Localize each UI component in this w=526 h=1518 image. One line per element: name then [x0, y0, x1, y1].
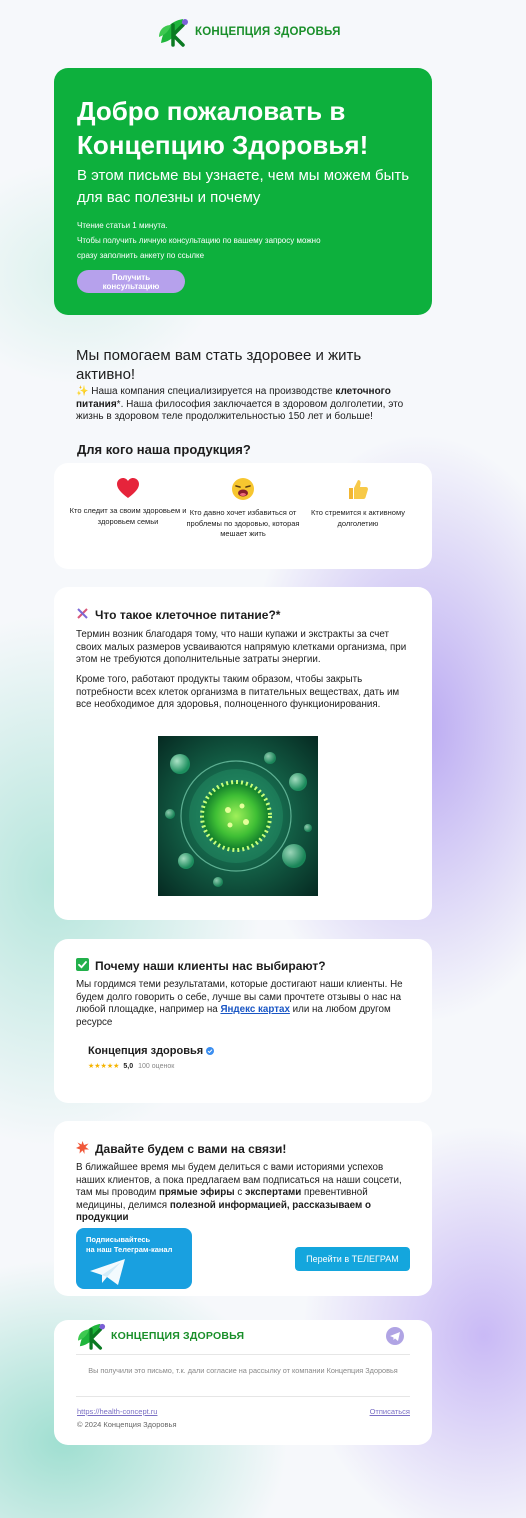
hero-banner	[54, 68, 432, 315]
footer-divider	[76, 1354, 410, 1355]
telegram-banner[interactable]	[76, 1228, 192, 1289]
intro-title: Мы помогаем вам стать здоровее и жить активно!	[76, 347, 362, 383]
hero-read-time: Чтение статьи 1 минута.	[77, 221, 168, 230]
org-name[interactable]: Концепция здоровья	[88, 1045, 214, 1057]
footer-logo[interactable]	[76, 1322, 244, 1350]
heart-icon	[116, 477, 140, 499]
cell-nutrition-paragraph-2: Кроме того, работают продукты таким образом, чтобы закрыть потребности всех клеток организма в питательных веществах, дать им все необходимое для здоровья, полноценного функционирования.	[76, 674, 400, 711]
rating-stars: ★★★★★	[88, 1063, 120, 1070]
cell-nutrition-card	[54, 587, 432, 920]
footer-note: Вы получили это письмо, т.к. дали согласие на рассылку от компании Концепция Здоровья	[88, 1366, 398, 1375]
go-to-telegram-button[interactable]: Перейти в ТЕЛЕГРАМ	[295, 1247, 410, 1271]
why-us-text: Мы гордимся теми результатами, которые достигают наши клиенты. Не будем долго говорить о себе, лучше вы сами прочтете отзывы о нас на любой площадке, например на Яндекс картах или на любом другом ресурсе	[76, 979, 403, 1028]
contact-card	[54, 1121, 432, 1296]
telegram-banner-text: Подписывайтесь на наш Телеграм-канал	[86, 1235, 173, 1254]
why-us-card	[54, 939, 432, 1103]
logo-text: КОНЦЕПЦИЯ ЗДОРОВЬЯ	[195, 26, 341, 38]
contact-text: В ближайшее время мы будем делиться с вами историями успехов наших клиентов, а пока предлагаем вам подписаться на наши соцсети, там мы проводим прямые эфиры с экспертами превентивной медицины, делимся полезной информацией, рассказываем о продукции	[76, 1162, 402, 1224]
cell-illustration	[158, 736, 318, 896]
footer-divider	[76, 1396, 410, 1397]
contact-title: Давайте будем с вами на связи!	[76, 1141, 286, 1157]
header-logo[interactable]	[157, 17, 341, 47]
copyright: © 2024 Концепция Здоровья	[77, 1420, 177, 1429]
footer-card	[54, 1320, 432, 1445]
audience-item: Кто следит за своим здоровьем и здоровьем семьи	[68, 477, 188, 527]
hero-note-line1: Чтобы получить личную консультацию по вашему запросу можно	[77, 236, 321, 245]
rating-count: 100 оценок	[138, 1062, 175, 1070]
why-us-title: Почему наши клиенты нас выбирают?	[76, 958, 326, 974]
logo-leaf-icon	[76, 1322, 108, 1350]
collision-icon	[76, 1141, 89, 1157]
verified-icon	[206, 1047, 214, 1055]
audience-title: Для кого наша продукция?	[77, 442, 251, 457]
hero-note-line2: сразу заполнить анкету по ссылке	[77, 251, 205, 260]
telegram-plane-icon	[88, 1257, 128, 1287]
footer-logo-text: КОНЦЕПЦИЯ ЗДОРОВЬЯ	[111, 1330, 245, 1342]
audience-item: Кто давно хочет избавиться от проблемы по здоровью, которая мешает жить	[183, 477, 303, 540]
telegram-icon[interactable]	[386, 1327, 404, 1345]
unsubscribe-link[interactable]: Отписаться	[369, 1407, 410, 1416]
rating	[88, 1062, 174, 1070]
get-consultation-button[interactable]: Получить консультацию	[77, 270, 185, 293]
dna-icon	[76, 607, 89, 623]
cell-nutrition-title: Что такое клеточное питание?*	[76, 607, 280, 623]
site-link[interactable]: https://health-concept.ru	[77, 1407, 158, 1416]
cell-nutrition-paragraph-1: Термин возник благодаря тому, что наши купажи и экстракты за счет своих малых размеров усваиваются напрямую клетками организма, при этом не требуются дополнительные затраты энергии.	[76, 629, 407, 666]
yandex-maps-link[interactable]: Яндекс картах	[220, 1004, 290, 1016]
thumbs-up-icon	[346, 477, 370, 501]
hero-title: Добро пожаловать в Концепцию Здоровья!	[77, 96, 369, 160]
check-box-icon	[76, 958, 89, 974]
audience-item: Кто стремится к активному долголетию	[298, 477, 418, 529]
hero-subtitle: В этом письме вы узнаете, чем мы можем быть для вас полезны и почему	[77, 167, 410, 206]
rating-value: 5,0	[123, 1062, 134, 1070]
intro-text: ✨ Наша компания специализируется на производстве клеточного питания*. Наша философия заключается в здоровом долголетии, это жизнь в здоровом теле продолжительностью 150 лет и больше!	[76, 386, 404, 422]
sparkles-icon: ✨	[76, 386, 89, 397]
tired-face-icon	[231, 477, 255, 501]
audience-card	[54, 463, 432, 569]
logo-leaf-icon	[157, 17, 191, 47]
